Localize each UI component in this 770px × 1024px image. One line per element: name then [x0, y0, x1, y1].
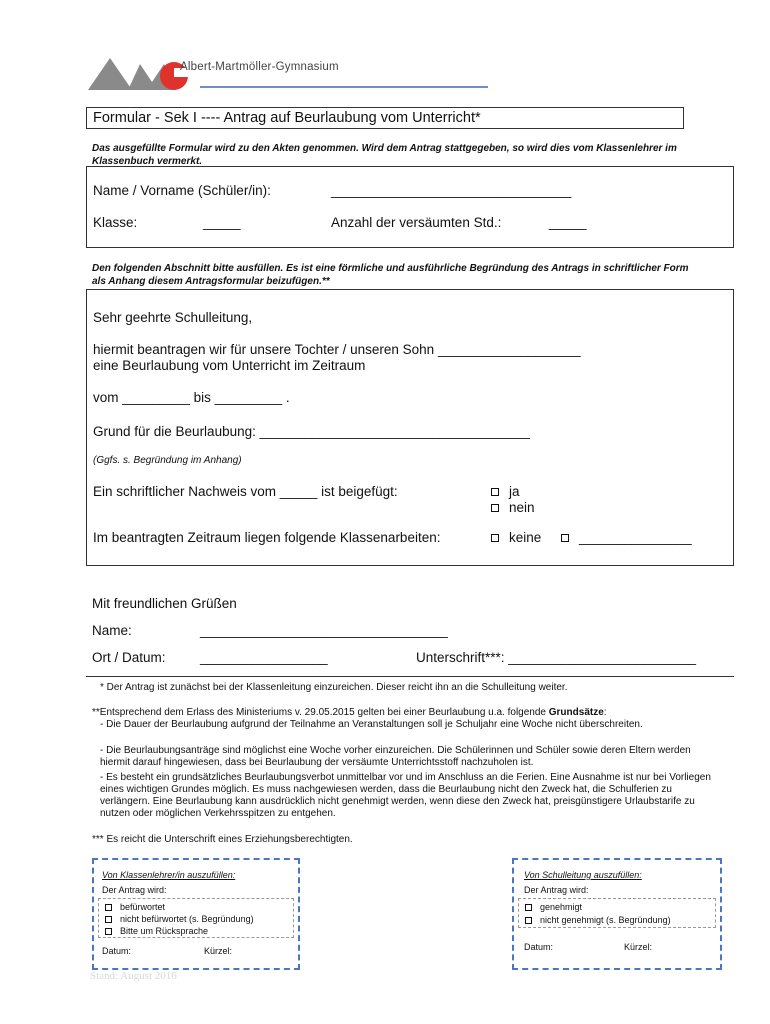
- teacher-date-label[interactable]: Datum:: [102, 946, 132, 956]
- proof-no-label: nein: [509, 500, 535, 515]
- checkbox[interactable]: [525, 904, 532, 911]
- teacher-box-title: Von Klassenlehrer/in auszufüllen:: [102, 870, 236, 880]
- footnote-2-colon: :: [603, 707, 607, 718]
- principal-box-title: Von Schulleitung auszufüllen:: [524, 870, 642, 880]
- form-title: Formular - Sek I ---- Antrag auf Beurlaubung vom Unterricht*: [86, 107, 684, 129]
- checkbox[interactable]: [491, 488, 499, 496]
- footnote-bullet-2: - Die Beurlaubungsanträge sind möglichst eine Woche vorher einzureichen. Die Schülerinnen und Schüler sowie deren Eltern werden hiermit darauf hingewiesen, dass bei Beurlaubung der versäumte Unterrichtsstoff nachzuholen ist.: [100, 745, 691, 768]
- intro-note: Das ausgefüllte Formular wird zu den Akten genommen. Wird dem Antrag stattgegeben, so wird dies vom Klassenlehrer im Klassenbuch vermerkt.: [92, 143, 677, 167]
- teacher-option-3[interactable]: [105, 926, 208, 937]
- salutation: Sehr geehrte Schulleitung,: [93, 310, 253, 325]
- teacher-options-group: [98, 898, 294, 938]
- proof-label[interactable]: Ein schriftlicher Nachweis vom _____ ist beigefügt:: [93, 484, 398, 499]
- footer-stand: Stand: August 2016: [90, 970, 177, 982]
- footnote-2-bold: Grundsätze: [548, 707, 604, 718]
- request-letter-box: [86, 289, 734, 566]
- principal-options-group: [518, 898, 716, 928]
- proof-no-option[interactable]: [491, 500, 535, 515]
- principal-option-1[interactable]: [525, 902, 582, 913]
- closing-name-field[interactable]: _________________________________: [200, 623, 448, 638]
- principal-request-label: Der Antrag wird:: [524, 885, 589, 895]
- exams-none-label: keine: [509, 530, 542, 545]
- proof-yes-label: ja: [509, 484, 520, 499]
- period-field[interactable]: vom _________ bis _________ .: [93, 390, 290, 405]
- checkbox[interactable]: [105, 904, 112, 911]
- teacher-option-3-label: Bitte um Rücksprache: [120, 926, 209, 936]
- missed-hours-label: Anzahl der versäumten Std.:: [331, 215, 502, 230]
- request-line-2: eine Beurlaubung vom Unterricht im Zeitraum: [93, 358, 366, 373]
- principal-option-2-label: nicht genehmigt (s. Begründung): [540, 915, 671, 925]
- signature-field[interactable]: Unterschrift***: _________________________: [416, 650, 696, 665]
- class-label: Klasse:: [93, 215, 138, 230]
- exams-label: Im beantragten Zeitraum liegen folgende Klassenarbeiten:: [93, 530, 441, 545]
- closing-divider: [86, 676, 734, 677]
- teacher-option-1[interactable]: [105, 902, 165, 913]
- reason-hint: (Ggfs. s. Begründung im Anhang): [93, 455, 242, 466]
- exams-line[interactable]: _______________: [579, 530, 692, 545]
- checkbox[interactable]: [491, 534, 499, 542]
- class-field[interactable]: _____: [203, 215, 241, 230]
- footnote-1: * Der Antrag ist zunächst bei der Klassenleitung einzureichen. Dieser reicht ihn an die Schulleitung weiter.: [100, 682, 568, 693]
- logo-underline: [200, 86, 488, 88]
- school-name: Albert-Martmöller-Gymnasium: [180, 61, 339, 73]
- footnote-2-intro: [92, 707, 732, 719]
- teacher-option-1-label: befürwortet: [120, 902, 166, 912]
- teacher-initials-label[interactable]: Kürzel:: [204, 946, 233, 956]
- checkbox[interactable]: [105, 928, 112, 935]
- proof-yes-option[interactable]: [491, 484, 520, 499]
- footnote-2-text: **Entsprechend dem Erlass des Ministeriums v. 29.05.2015 gelten bei einer Beurlaubung u.a. folgende: [92, 707, 549, 718]
- closing-greeting: Mit freundlichen Grüßen: [92, 596, 237, 611]
- student-name-field[interactable]: ________________________________: [331, 183, 572, 198]
- checkbox[interactable]: [491, 504, 499, 512]
- teacher-option-2-label: nicht befürwortet (s. Begründung): [120, 914, 254, 924]
- student-info-box: [86, 166, 734, 248]
- section-note: Den folgenden Abschnitt bitte ausfüllen. Es ist eine förmliche und ausführliche Begründung des Antrags in schriftlicher Form als Anhang diesem Antragsformular beizufügen.**: [92, 263, 689, 287]
- request-line-1[interactable]: hiermit beantragen wir für unsere Tochter / unseren Sohn ___________________: [93, 342, 581, 357]
- principal-initials-label[interactable]: Kürzel:: [624, 942, 653, 952]
- school-logo: [88, 54, 198, 94]
- closing-name-label: Name:: [92, 623, 132, 638]
- exams-other-option[interactable]: [561, 530, 692, 545]
- teacher-request-label: Der Antrag wird:: [102, 885, 167, 895]
- footnote-bullet-3: - Es besteht ein grundsätzliches Beurlaubungsverbot unmittelbar vor und im Anschluss an die Ferien. Eine Ausnahme ist nur bei Vorliegen eines wichtigen Grundes möglich. Es muss nachgewiesen werden, dass die Beurlaubung nicht den Zweck hat, die Schulferien zu verlängern. Eine Beurlaubung kann ausdrücklich nicht genehmigt werden, wenn diese den Zweck hat, preisgünstigere Urlaubstarife zu nutzen oder möglichen Verkehrsspitzen zu entgehen.: [100, 772, 711, 819]
- footnote-bullet-1: - Die Dauer der Beurlaubung aufgrund der Teilnahme an Veranstaltungen soll je Schuljahr eine Woche nicht überschreiten.: [100, 719, 643, 730]
- footnote-3: *** Es reicht die Unterschrift eines Erziehungsberechtigten.: [92, 834, 353, 845]
- principal-approval-box: [512, 858, 722, 970]
- place-date-field[interactable]: _________________: [200, 650, 328, 665]
- checkbox[interactable]: [105, 916, 112, 923]
- reason-field[interactable]: Grund für die Beurlaubung: ____________________________________: [93, 424, 530, 439]
- teacher-approval-box: [92, 858, 300, 970]
- exams-none-option[interactable]: [491, 530, 541, 545]
- student-name-label: Name / Vorname (Schüler/in):: [93, 183, 271, 198]
- missed-hours-field[interactable]: _____: [549, 215, 587, 230]
- teacher-option-2[interactable]: [105, 914, 254, 925]
- checkbox[interactable]: [561, 534, 569, 542]
- place-date-label: Ort / Datum:: [92, 650, 166, 665]
- checkbox[interactable]: [525, 917, 532, 924]
- principal-date-label[interactable]: Datum:: [524, 942, 554, 952]
- principal-option-2[interactable]: [525, 915, 671, 926]
- principal-option-1-label: genehmigt: [540, 902, 583, 912]
